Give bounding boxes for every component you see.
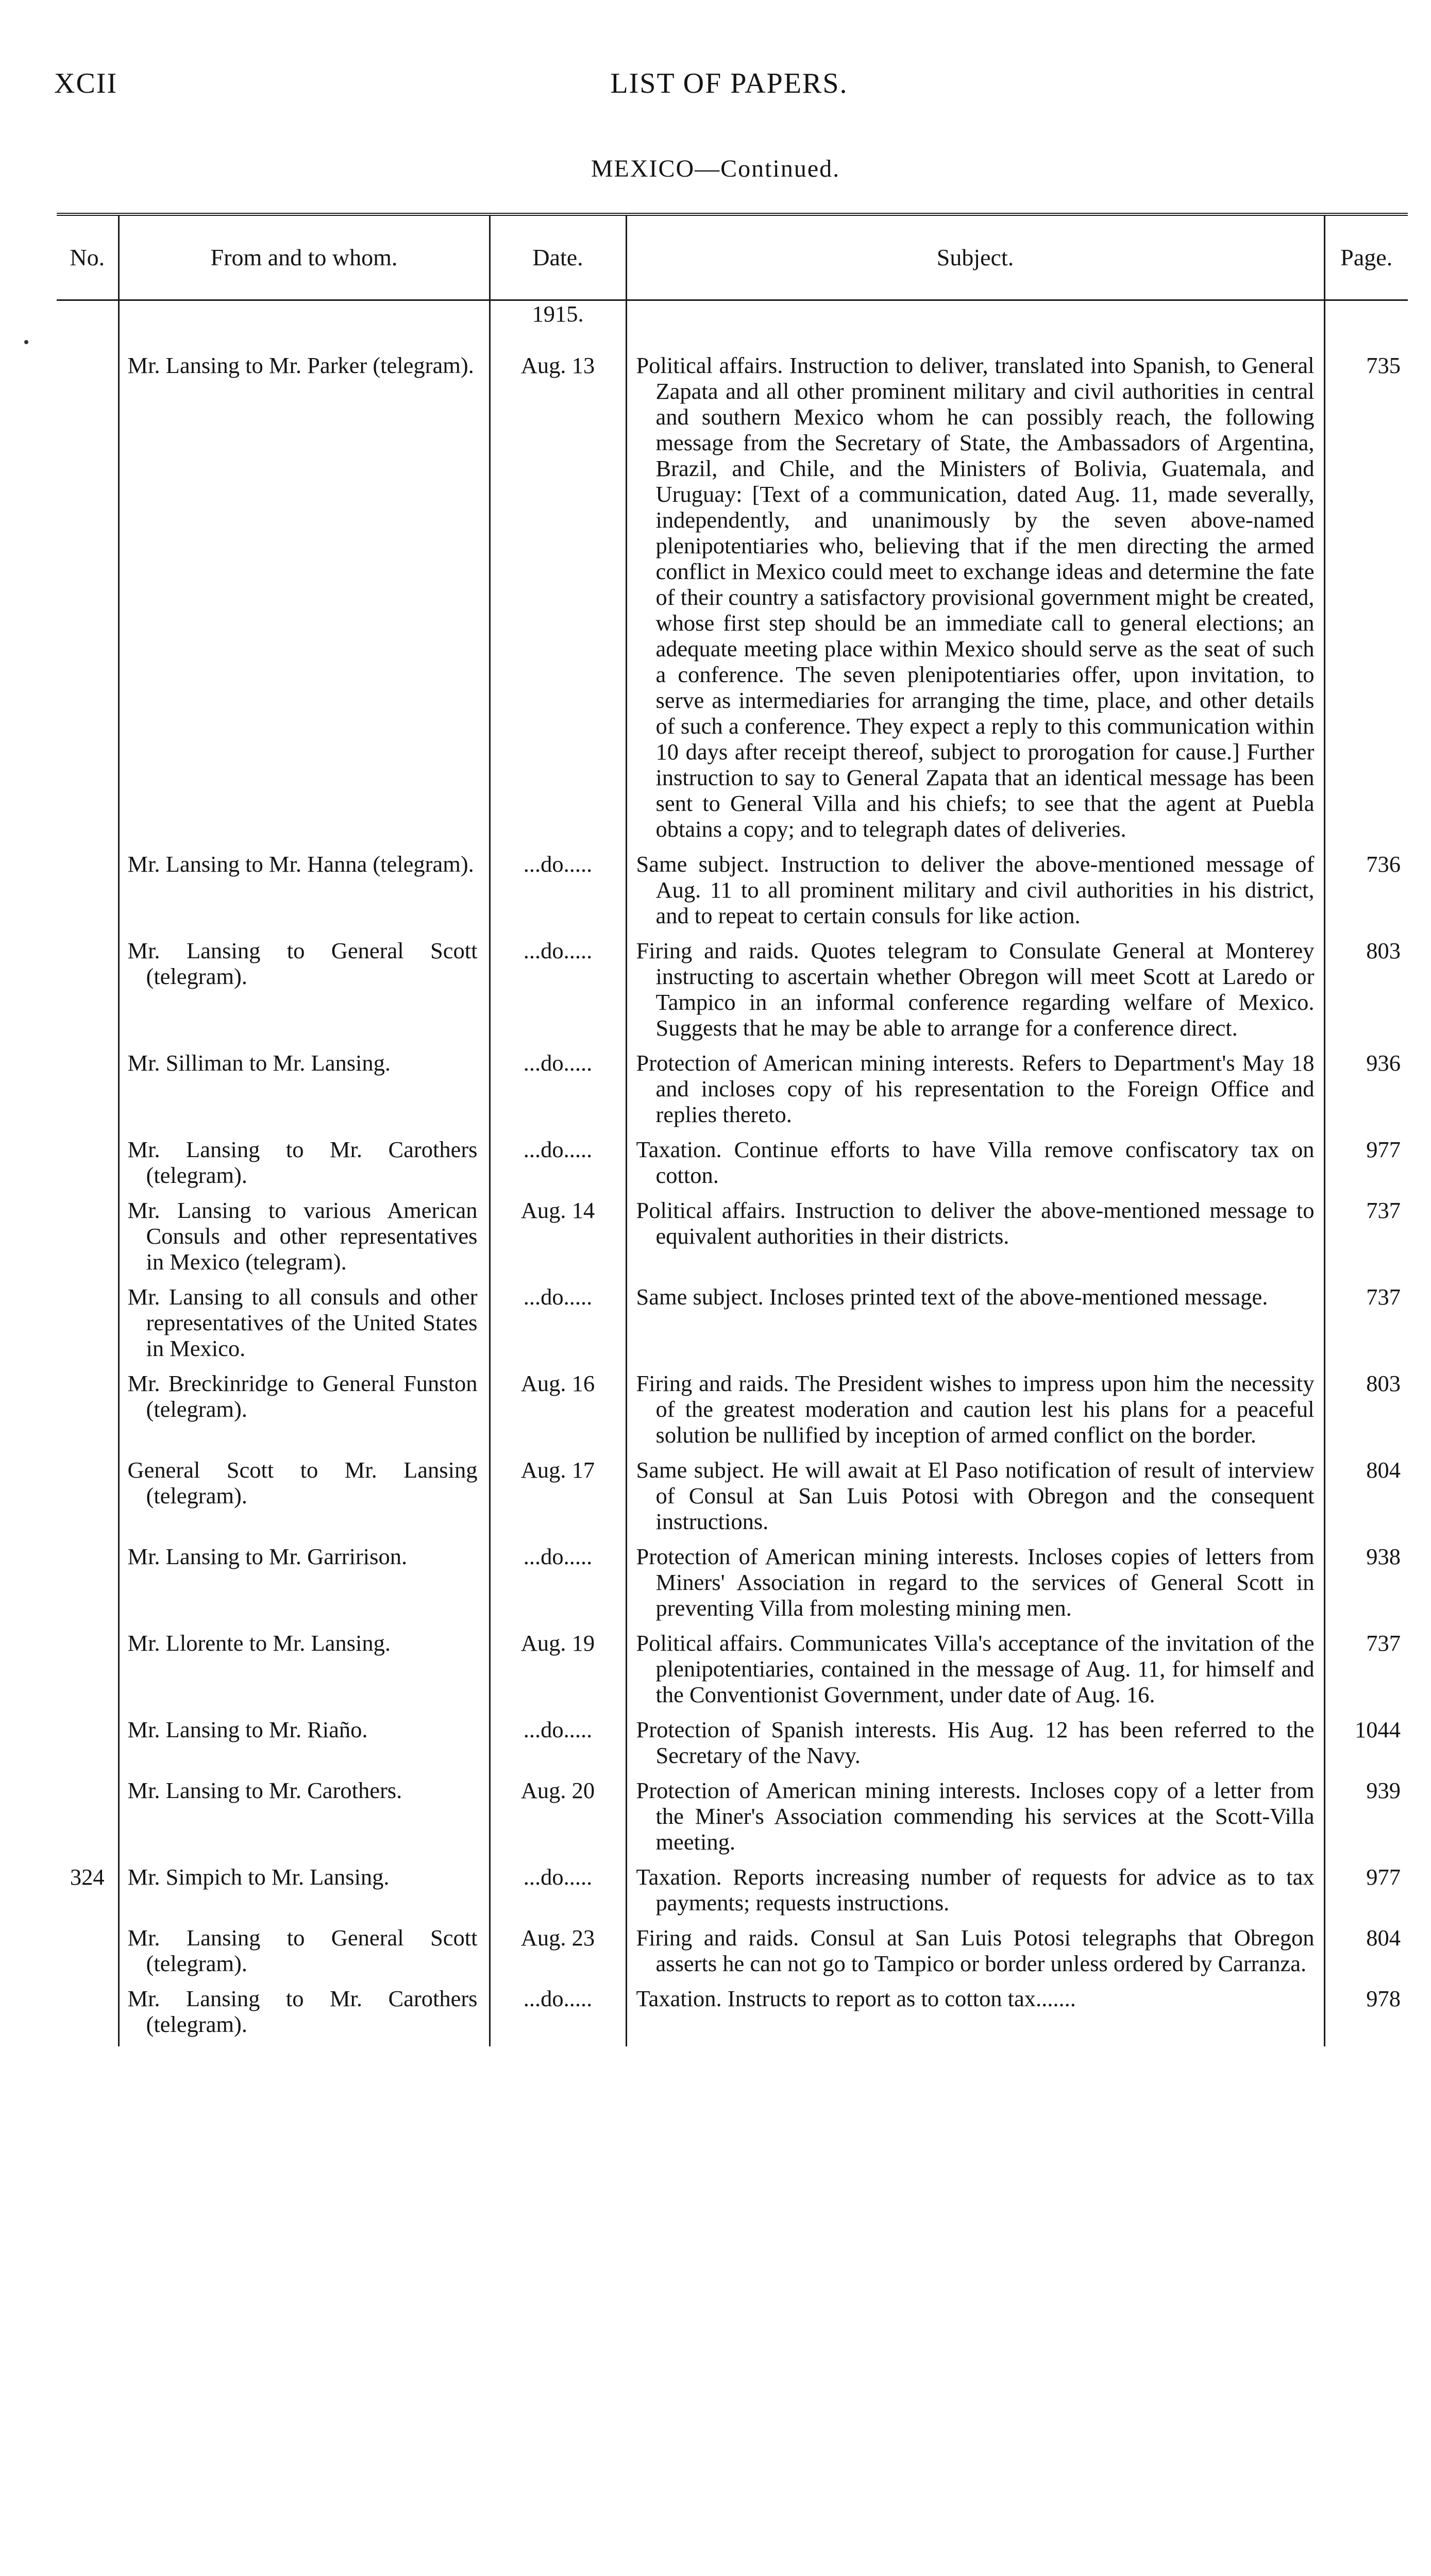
from-and-to: Mr. Breckinridge to General Funston (telegram). xyxy=(119,1370,490,1457)
entry-number xyxy=(57,938,119,1050)
entry-date: ...do..... xyxy=(490,1864,626,1925)
column-header-page: Page. xyxy=(1324,214,1408,300)
page-reference: 735 xyxy=(1366,352,1401,378)
column-header-from: From and to whom. xyxy=(119,214,490,300)
column-header-subject: Subject. xyxy=(626,214,1324,300)
page-reference: 977 xyxy=(1366,1864,1401,1890)
table-row xyxy=(57,1370,1408,1457)
entry-subject: Protection of American mining interests. Incloses copies of letters from Miners' Association in regard to the services of General Scott in preventing Villa from molesting mining men. xyxy=(626,1544,1324,1630)
page-reference: 938 xyxy=(1366,1544,1401,1569)
table-row xyxy=(57,1050,1408,1137)
table-header-row xyxy=(57,214,1408,300)
from-and-to: Mr. Silliman to Mr. Lansing. xyxy=(119,1050,490,1137)
entry-number xyxy=(57,1050,119,1137)
page-title: LIST OF PAPERS. xyxy=(610,67,848,99)
section-title: MEXICO—Continued. xyxy=(591,155,840,182)
entry-number xyxy=(57,1544,119,1630)
entry-subject: Firing and raids. The President wishes to impress upon him the necessity of the greatest moderation and caution lest his plans for a peaceful solution be nullified by inception of armed conflict on the border. xyxy=(626,1370,1324,1457)
entry-subject: Political affairs. Communicates Villa's acceptance of the invitation of the plenipotentiaries, contained in the message of Aug. 11, for himself and the Conventionist Government, under date of Aug. 16. xyxy=(626,1630,1324,1717)
column-header-no: No. xyxy=(57,214,119,300)
table-row xyxy=(57,1197,1408,1284)
from-and-to: Mr. Lansing to Mr. Riaño. xyxy=(119,1717,490,1777)
entry-subject: Firing and raids. Quotes telegram to Consulate General at Monterey instructing to ascertain whether Obregon will meet Scott at Laredo or Tampico in an informal conference regarding welfare of Mexico. Suggests that he may be able to arrange for a conference direct. xyxy=(626,938,1324,1050)
entry-number xyxy=(57,1630,119,1717)
entry-number xyxy=(57,1137,119,1197)
entry-number: 324 xyxy=(57,1864,119,1925)
table-row xyxy=(57,1925,1408,1986)
page-reference: 804 xyxy=(1366,1925,1401,1951)
page-reference: 803 xyxy=(1366,1370,1401,1396)
page-reference: 737 xyxy=(1366,1284,1401,1310)
entry-subject: Protection of American mining interests. Refers to Department's May 18 and incloses copy of his representation to the Foreign Office and replies thereto. xyxy=(626,1050,1324,1137)
entry-number xyxy=(57,1457,119,1544)
table-row xyxy=(57,1137,1408,1197)
entry-subject: Firing and raids. Consul at San Luis Potosi telegraphs that Obregon asserts he can not go to Tampico or border unless ordered by Carranza. xyxy=(626,1925,1324,1986)
entry-date: Aug. 17 xyxy=(490,1457,626,1544)
entry-date: ...do..... xyxy=(490,1137,626,1197)
year-label: 1915. xyxy=(490,300,626,353)
entry-number xyxy=(57,1717,119,1777)
entry-date: ...do..... xyxy=(490,1050,626,1137)
from-and-to: Mr. Lansing to Mr. Hanna (telegram). xyxy=(119,851,490,938)
table-row xyxy=(57,352,1408,851)
from-and-to: Mr. Lansing to General Scott (telegram). xyxy=(119,938,490,1050)
table-row xyxy=(57,1986,1408,2046)
table-row xyxy=(57,1457,1408,1544)
entry-date: Aug. 14 xyxy=(490,1197,626,1284)
page-reference: 803 xyxy=(1366,938,1401,963)
entry-date: Aug. 20 xyxy=(490,1777,626,1864)
entry-subject: Taxation. Reports increasing number of requests for advice as to tax payments; requests instructions. xyxy=(626,1864,1324,1925)
page-reference: 936 xyxy=(1366,1050,1401,1076)
entry-number xyxy=(57,1197,119,1284)
page-reference: 939 xyxy=(1366,1777,1401,1803)
column-header-date: Date. xyxy=(490,214,626,300)
page-folio: XCII xyxy=(54,67,118,99)
table-row xyxy=(57,1630,1408,1717)
entry-date: ...do..... xyxy=(490,1284,626,1370)
entry-date: Aug. 19 xyxy=(490,1630,626,1717)
from-and-to: Mr. Lansing to Mr. Parker (telegram). xyxy=(119,352,490,851)
table-row xyxy=(57,1284,1408,1370)
from-and-to: Mr. Llorente to Mr. Lansing. xyxy=(119,1630,490,1717)
entry-subject: Taxation. Instructs to report as to cotton tax....... xyxy=(626,1986,1324,2046)
entry-subject: Taxation. Continue efforts to have Villa remove confiscatory tax on cotton. xyxy=(626,1137,1324,1197)
entry-date: ...do..... xyxy=(490,938,626,1050)
entry-number xyxy=(57,1370,119,1457)
table-row xyxy=(57,1544,1408,1630)
from-and-to: Mr. Lansing to various American Consuls and other representatives in Mexico (telegram). xyxy=(119,1197,490,1284)
entry-subject: Political affairs. Instruction to deliver, translated into Spanish, to General Zapata and all other prominent military and civil authorities in central and southern Mexico whom he can possibly reach, the following message from the Secretary of State, the Ambassadors of Argentina, Brazil, and Chile, and the Ministers of Bolivia, Guatemala, and Uruguay: [Text of a communication, dated Aug. 11, made severally, independently, and unanimously by the seven above-named plenipotentiaries who, believing that if the men directing the armed conflict in Mexico could meet to exchange ideas and determine the fate of their country a satisfactory provisional government might be created, whose first step should be an immediate call to general elections; an adequate meeting place within Mexico should serve as the seat of such a conference. The seven plenipotentiaries offer, upon invitation, to serve as intermediaries for arranging the time, place, and other details of such a conference. They expect a reply to this communication within 10 days after receipt thereof, subject to prorogation for cause.] Further instruction to say to General Zapata that an identical message has been sent to General Villa and his chiefs; to see that the agent at Puebla obtains a copy; and to telegraph dates of deliveries. xyxy=(626,352,1324,851)
page-reference: 736 xyxy=(1366,851,1401,877)
entry-date: ...do..... xyxy=(490,1986,626,2046)
entry-subject: Protection of Spanish interests. His Aug. 12 has been referred to the Secretary of the Navy. xyxy=(626,1717,1324,1777)
entry-date: ...do..... xyxy=(490,1717,626,1777)
entry-date: Aug. 23 xyxy=(490,1925,626,1986)
page-reference: 978 xyxy=(1366,1986,1401,2011)
table-row xyxy=(57,1864,1408,1925)
page-reference: 804 xyxy=(1366,1457,1401,1483)
entry-subject: Same subject. Instruction to deliver the above-mentioned message of Aug. 11 to all prominent military and civil authorities in his district, and to repeat to certain consuls for like action. xyxy=(626,851,1324,938)
page-reference: 1044 xyxy=(1355,1717,1401,1742)
from-and-to: General Scott to Mr. Lansing (telegram). xyxy=(119,1457,490,1544)
entry-date: Aug. 13 xyxy=(490,352,626,851)
from-and-to: Mr. Lansing to Mr. Carothers (telegram). xyxy=(119,1137,490,1197)
print-speck xyxy=(24,340,28,344)
from-and-to: Mr. Lansing to Mr. Carothers. xyxy=(119,1777,490,1864)
from-and-to: Mr. Simpich to Mr. Lansing. xyxy=(119,1864,490,1925)
entry-number xyxy=(57,1986,119,2046)
table-body xyxy=(57,300,1408,2047)
page-reference: 737 xyxy=(1366,1197,1401,1223)
entry-subject: Protection of American mining interests. Incloses copy of a letter from the Miner's Association commending his services at the Scott-Villa meeting. xyxy=(626,1777,1324,1864)
table-row xyxy=(57,851,1408,938)
year-row xyxy=(57,300,1408,353)
papers-table xyxy=(57,213,1408,2046)
entry-date: ...do..... xyxy=(490,1544,626,1630)
entry-date: Aug. 16 xyxy=(490,1370,626,1457)
entry-number xyxy=(57,352,119,851)
entry-number xyxy=(57,1925,119,1986)
entry-number xyxy=(57,851,119,938)
entry-number xyxy=(57,1777,119,1864)
from-and-to: Mr. Lansing to Mr. Carothers (telegram). xyxy=(119,1986,490,2046)
page-reference: 977 xyxy=(1366,1137,1401,1162)
table-row xyxy=(57,938,1408,1050)
page-reference: 737 xyxy=(1366,1630,1401,1656)
entry-subject: Political affairs. Instruction to deliver the above-mentioned message to equivalent authorities in their districts. xyxy=(626,1197,1324,1284)
entry-subject: Same subject. Incloses printed text of the above-mentioned message. xyxy=(626,1284,1324,1370)
entry-date: ...do..... xyxy=(490,851,626,938)
entry-number xyxy=(57,1284,119,1370)
table-row xyxy=(57,1777,1408,1864)
from-and-to: Mr. Lansing to General Scott (telegram). xyxy=(119,1925,490,1986)
running-head xyxy=(54,67,1404,113)
from-and-to: Mr. Lansing to all consuls and other representatives of the United States in Mexico. xyxy=(119,1284,490,1370)
entry-subject: Same subject. He will await at El Paso notification of result of interview of Consul at San Luis Potosi with Obregon and the consequent instructions. xyxy=(626,1457,1324,1544)
from-and-to: Mr. Lansing to Mr. Garririson. xyxy=(119,1544,490,1630)
table-row xyxy=(57,1717,1408,1777)
